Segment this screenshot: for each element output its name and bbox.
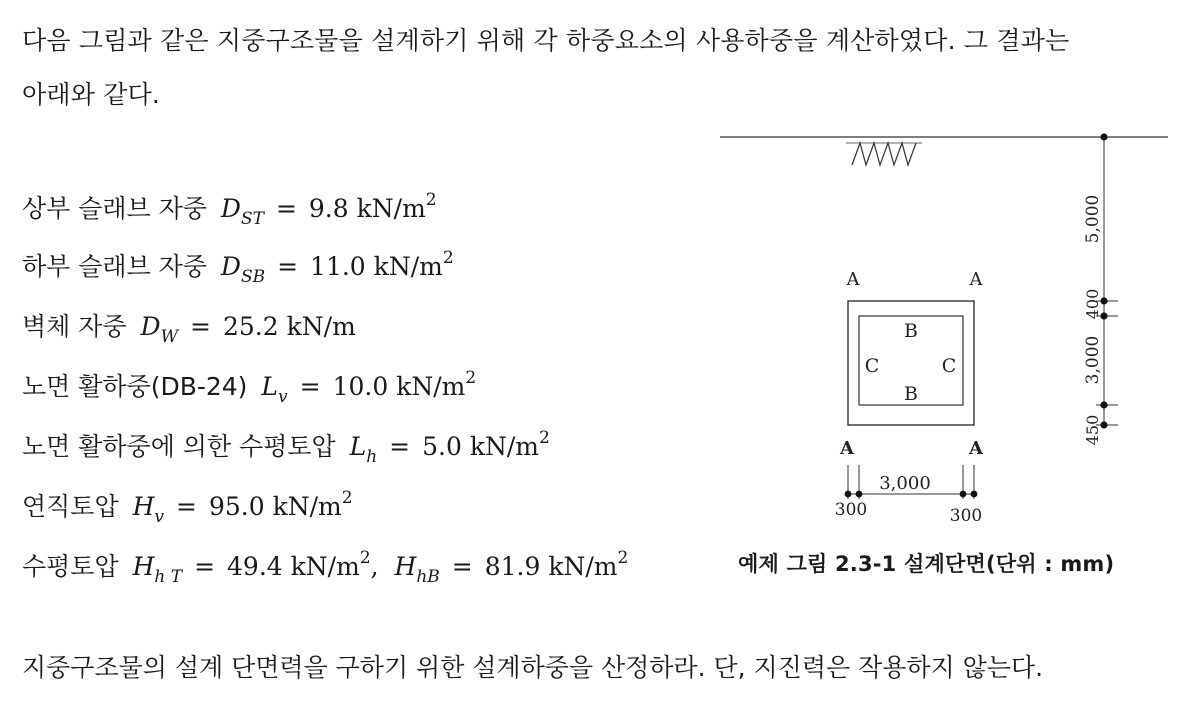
- dim-node: [960, 491, 967, 498]
- equals-sign: =: [451, 552, 473, 581]
- label-bottom-slab: B: [904, 383, 918, 405]
- load-row: [22, 298, 356, 347]
- label-top-slab: B: [904, 320, 918, 342]
- load-subscript: W: [160, 327, 179, 347]
- load-value: 10.0: [332, 372, 389, 401]
- load-row: [22, 538, 629, 587]
- load-subscript-2: hB: [416, 567, 440, 587]
- load-unit-exponent: 2: [539, 428, 550, 448]
- problem-question: 지중구조물의 설계 단면력을 구하기 위한 설계하중을 산정하라. 단, 지진력은 작용하지 않는다.: [22, 653, 1044, 682]
- load-unit: kN/m: [396, 372, 466, 401]
- equals-sign: =: [190, 312, 211, 341]
- load-value: 25.2: [223, 312, 279, 341]
- load-unit-exponent-2: 2: [617, 548, 629, 568]
- equals-sign: =: [389, 432, 411, 461]
- load-label: 수평토압: [22, 552, 119, 581]
- load-subscript: v: [278, 387, 288, 407]
- load-symbol: D: [220, 252, 241, 281]
- load-symbol: H: [132, 552, 155, 581]
- load-subscript: h: [366, 447, 378, 467]
- dim-wall-left: 300: [834, 500, 868, 520]
- dim-node: [1100, 133, 1107, 140]
- comma: ,: [370, 552, 379, 581]
- dim-wall-right: 300: [949, 506, 983, 526]
- load-unit-exponent: 2: [359, 548, 371, 568]
- equals-sign: =: [299, 372, 321, 401]
- dim-bottom-slab-thickness: 450: [1083, 414, 1102, 446]
- load-row: [22, 418, 550, 467]
- load-label: 상부 슬래브 자중: [22, 194, 207, 223]
- load-symbol: L: [261, 372, 279, 401]
- load-unit: kN/m: [290, 552, 360, 581]
- dim-node: [845, 491, 852, 498]
- equals-sign: =: [275, 194, 297, 223]
- figure-caption: 예제 그림 2.3-1 설계단면(단위 : mm): [738, 552, 1115, 576]
- load-symbol: D: [220, 194, 241, 223]
- load-value: 11.0: [310, 252, 366, 281]
- equals-sign: =: [277, 252, 299, 281]
- load-value-2: 81.9: [484, 552, 541, 581]
- load-unit: kN/m: [356, 194, 426, 223]
- equals-sign: =: [175, 492, 197, 521]
- label-left-wall: C: [864, 355, 880, 377]
- load-value: 49.4: [227, 552, 283, 581]
- label-corner-bottom-right: A: [969, 438, 983, 459]
- dim-inner-width: 3,000: [879, 473, 931, 494]
- load-unit-2: kN/m: [548, 552, 618, 581]
- soil-hatch-icon: [852, 143, 916, 165]
- label-right-wall: C: [941, 355, 957, 377]
- label-corner-top-right: A: [969, 269, 983, 290]
- load-subscript: SB: [240, 267, 266, 287]
- load-symbol: H: [132, 492, 155, 521]
- load-symbol: L: [349, 432, 367, 461]
- load-label: 노면 활하중(DB-24): [22, 372, 248, 401]
- load-row: [22, 238, 454, 287]
- dim-inner-height: 3,000: [1083, 335, 1103, 385]
- dim-cover-depth: 5,000: [1083, 194, 1103, 244]
- dim-node: [1100, 401, 1107, 408]
- equals-sign: =: [194, 552, 216, 581]
- load-row: [22, 180, 437, 229]
- load-label: 벽체 자중: [22, 312, 127, 341]
- load-unit: kN/m: [469, 432, 539, 461]
- problem-intro: [22, 14, 1172, 122]
- dim-node: [971, 491, 978, 498]
- load-unit-exponent: 2: [442, 248, 454, 268]
- load-value: 9.8: [308, 194, 349, 223]
- dim-node: [856, 491, 863, 498]
- load-subscript: ST: [240, 209, 264, 229]
- load-symbol-2: H: [394, 552, 417, 581]
- load-subscript: h T: [154, 567, 183, 587]
- load-label: 하부 슬래브 자중: [22, 252, 207, 281]
- load-unit-exponent: 2: [465, 368, 477, 388]
- section-diagram: [714, 125, 1174, 545]
- load-value: 5.0: [422, 432, 462, 461]
- load-subscript: v: [154, 507, 164, 527]
- label-corner-bottom-left: A: [840, 438, 854, 459]
- section-figure: [714, 125, 1174, 545]
- dim-top-slab-thickness: 400: [1083, 288, 1102, 320]
- intro-line-1: 다음 그림과 같은 지중구조물을 설계하기 위해 각 하중요소의 사용하중을 계산하였다. 그 결과는: [22, 26, 1070, 55]
- load-row: [22, 478, 353, 527]
- label-corner-top-left: A: [846, 269, 860, 290]
- intro-line-2: 아래와 같다.: [22, 80, 161, 109]
- load-unit-exponent: 2: [341, 488, 353, 508]
- load-symbol: D: [140, 312, 161, 341]
- load-row: [22, 358, 477, 407]
- load-value: 95.0: [208, 492, 265, 521]
- load-unit: kN/m: [286, 312, 356, 341]
- load-label: 노면 활하중에 의한 수평토압: [22, 432, 336, 461]
- load-unit: kN/m: [272, 492, 342, 521]
- load-label: 연직토압: [22, 492, 119, 521]
- load-unit: kN/m: [373, 252, 443, 281]
- load-unit-exponent: 2: [425, 190, 437, 210]
